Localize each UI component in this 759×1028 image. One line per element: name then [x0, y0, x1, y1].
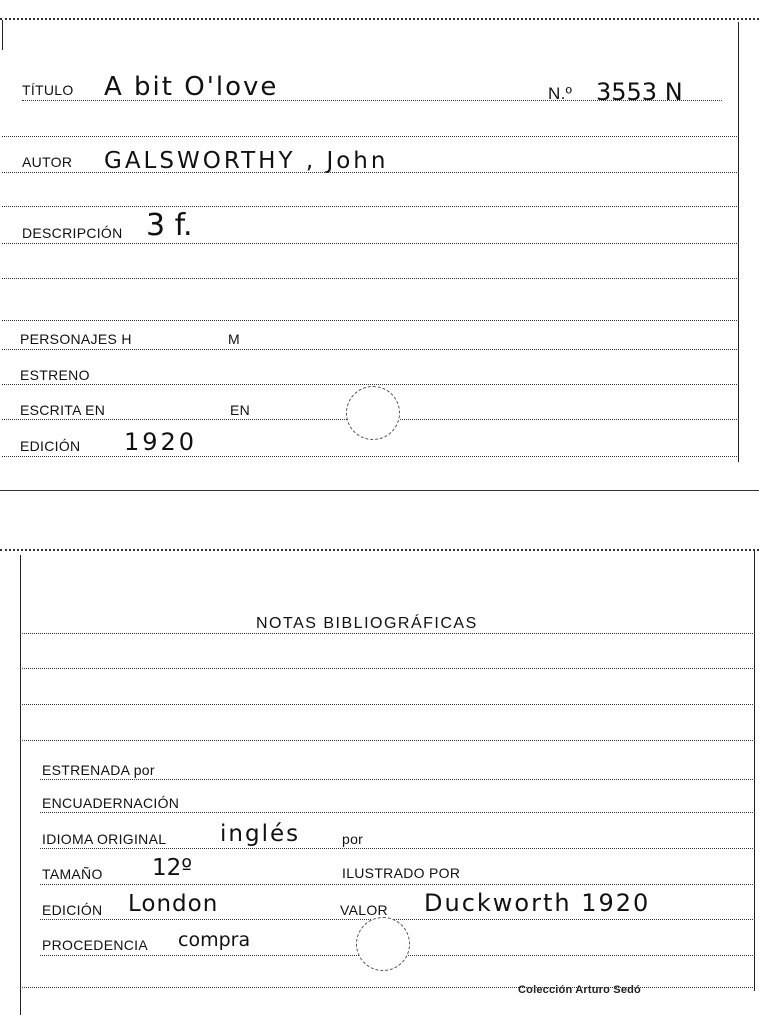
punch-hole — [356, 917, 410, 971]
escrita-en-label: ESCRITA EN — [20, 402, 106, 418]
edicion-value: 1920 — [124, 428, 198, 456]
estrenada-line — [40, 779, 755, 780]
numero-label: N.º — [548, 84, 573, 103]
idioma-label: IDIOMA ORIGINAL — [42, 831, 167, 847]
tamano-label: TAMAÑO — [42, 866, 103, 882]
card-right-edge — [738, 22, 739, 462]
personajes-m-label: M — [228, 331, 240, 347]
edicion-line — [2, 456, 737, 457]
autor-value: GALSWORTHY , John — [104, 148, 389, 174]
encuadernacion-label: ENCUADERNACIÓN — [42, 795, 180, 811]
descripcion-label: DESCRIPCIÓN — [22, 225, 123, 241]
procedencia-label: PROCEDENCIA — [42, 937, 148, 953]
card-left-edge — [2, 20, 3, 50]
en-label: EN — [230, 402, 251, 418]
ruled-line — [2, 278, 737, 279]
autor-line — [2, 172, 737, 173]
punch-hole — [346, 386, 400, 440]
ruled-line — [20, 668, 755, 669]
card-bottom-edge — [0, 490, 759, 491]
ruled-line — [20, 740, 755, 741]
edicion-value: London — [128, 891, 219, 917]
edicion-label: EDICIÓN — [42, 902, 103, 918]
edicion-valor-line — [40, 919, 755, 920]
ilustrado-label: ILUSTRADO POR — [342, 865, 461, 881]
ruled-line — [20, 704, 755, 705]
por-label: por — [342, 831, 364, 847]
heading-line — [20, 633, 755, 634]
personajes-line — [2, 349, 737, 350]
tamano-line — [40, 884, 755, 885]
catalog-card-back — [0, 535, 759, 1028]
procedencia-value: compra — [178, 929, 251, 951]
valor-label: VALOR — [340, 902, 388, 918]
ruled-line — [2, 136, 737, 137]
ruled-line — [20, 987, 755, 988]
notas-heading: NOTAS BIBLIOGRÁFICAS — [256, 615, 478, 632]
card-left-edge — [20, 555, 21, 1015]
idioma-line — [40, 848, 755, 849]
autor-label: AUTOR — [22, 154, 73, 170]
collection-footer: Colección Arturo Sedó — [518, 984, 641, 996]
titulo-line — [22, 100, 722, 101]
catalog-card-front — [0, 0, 759, 500]
estreno-label: ESTRENO — [20, 367, 90, 383]
card-top-edge — [0, 18, 759, 20]
card-right-edge — [754, 551, 755, 991]
descripcion-value: 3 f. — [146, 208, 193, 243]
numero-value: 3553 N — [596, 78, 683, 106]
ruled-line — [2, 320, 737, 321]
estrenada-label: ESTRENADA por — [42, 762, 155, 778]
encuadernacion-line — [40, 812, 755, 813]
card-top-edge — [0, 549, 759, 551]
titulo-label: TÍTULO — [22, 82, 74, 98]
ruled-line — [2, 206, 737, 207]
idioma-value: inglés — [220, 821, 301, 847]
valor-value: Duckworth 1920 — [424, 889, 651, 917]
edicion-label: EDICIÓN — [20, 438, 81, 454]
descripcion-line — [2, 243, 737, 244]
titulo-value: A bit O'love — [104, 72, 279, 102]
estreno-line — [2, 384, 737, 385]
personajes-label: PERSONAJES H — [20, 331, 132, 347]
tamano-value: 12º — [152, 855, 193, 881]
